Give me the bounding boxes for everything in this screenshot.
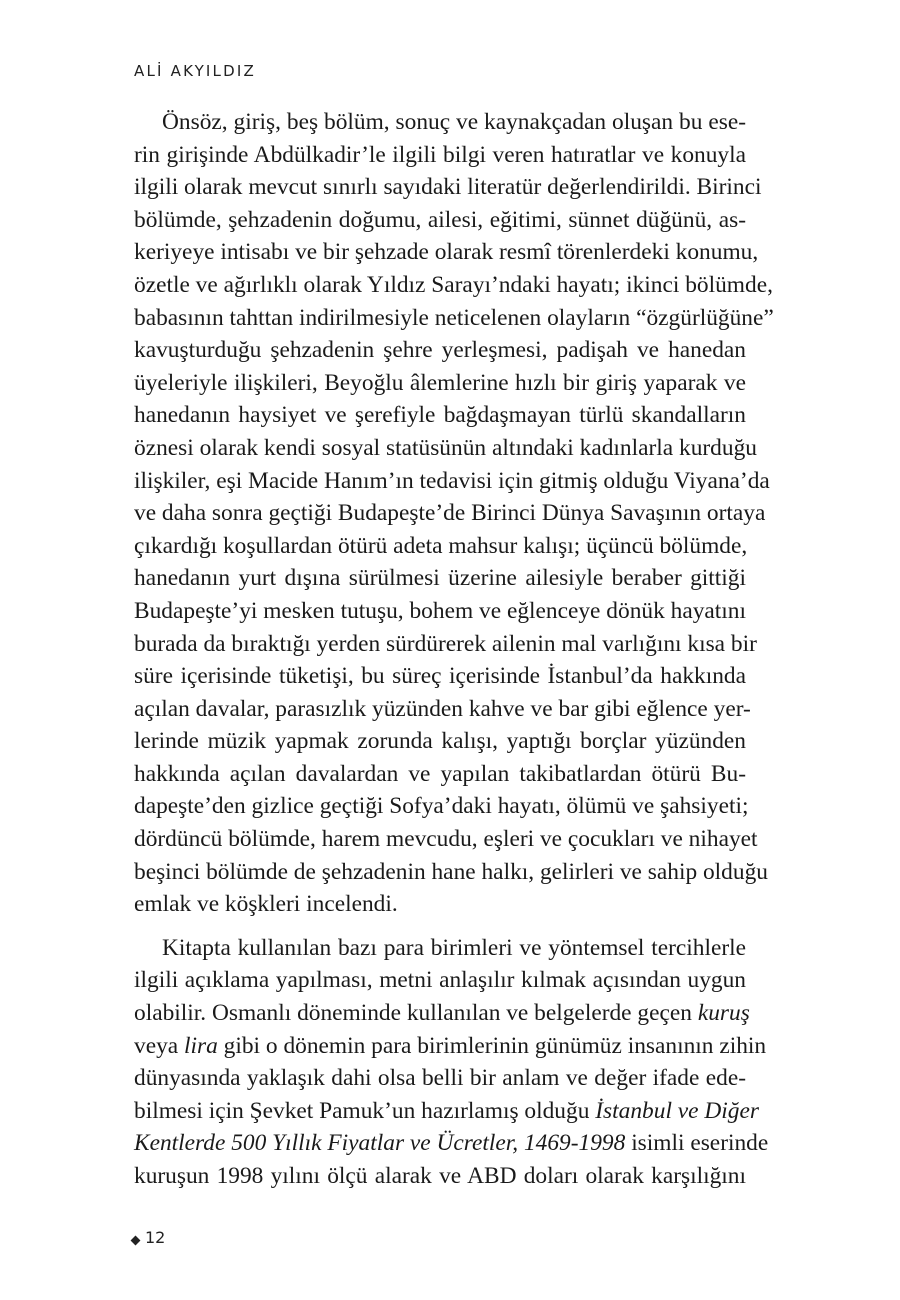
text-line: Kitapta kullanılan bazı para birimleri ve yöntemsel tercihlerle <box>162 934 746 961</box>
text-line <box>134 1030 767 1063</box>
text-line: beşinci bölümde de şehzadenin hane halkı, gelirleri ve sahip olduğu <box>134 858 768 885</box>
text-line: kuruşun 1998 yılını ölçü alarak ve ABD doları olarak karşılığını <box>134 1163 746 1189</box>
text-line: Önsöz, giriş, beş bölüm, sonuç ve kaynakçadan oluşan bu ese- <box>162 109 746 135</box>
italic-term-lira: lira <box>184 1032 218 1059</box>
text-line: ilgili olarak mevcut sınırlı sayıdaki literatür değerlendirildi. Birinci <box>134 174 762 201</box>
text-line: ve daha sonra geçtiği Budapeşte’de Birinci Dünya Savaşının ortaya <box>134 500 766 527</box>
page-number: 12 <box>145 1228 166 1247</box>
paragraph-spacer <box>134 921 746 932</box>
text-line: lerinde müzik yapmak zorunda kalışı, yaptığı borçlar yüzünden <box>134 728 746 755</box>
text-line: hanedanın yurt dışına sürülmesi üzerine ailesiyle beraber gittiği <box>134 565 746 592</box>
text-run: olabilir. Osmanlı döneminde kullanılan ve belgelerde geçen <box>134 1000 692 1027</box>
italic-term-kurus: kuruş <box>697 1000 750 1027</box>
italic-book-title: Kentlerde 500 Yıllık Fiyatlar ve Ücretler, 1469-1998 <box>134 1130 626 1157</box>
text-line: çıkardığı koşullardan ötürü adeta mahsur kalışı; üçüncü bölümde, <box>134 532 748 559</box>
text-line: hanedanın haysiyet ve şerefiyle bağdaşmayan türlü skandalların <box>134 402 746 429</box>
body-text <box>134 106 774 1193</box>
text-line: bölümde, şehzadenin doğumu, ailesi, eğitimi, sünnet düğünü, as- <box>134 206 746 233</box>
text-line <box>134 1127 769 1160</box>
text-line: ilişkiler, eşi Macide Hanım’ın tedavisi için gitmiş olduğu Viyana’da <box>134 467 770 494</box>
text-run: isimli eserinde <box>631 1130 769 1157</box>
text-line: süre içerisinde tüketişi, bu süreç içerisinde İstanbul’da hakkında <box>134 663 746 690</box>
text-line: keriyeye intisabı ve bir şehzade olarak resmî törenlerdeki konumu, <box>134 239 759 266</box>
text-line: açılan davalar, parasızlık yüzünden kahve ve bar gibi eğlence yer- <box>134 695 751 722</box>
text-run: veya <box>134 1032 179 1059</box>
paragraph-2 <box>134 932 769 1193</box>
text-line: dördüncü bölümde, harem mevcudu, eşleri ve çocukları ve nihayet <box>134 826 758 853</box>
text-line: hakkında açılan davalardan ve yapılan takibatlardan ötürü Bu- <box>134 760 746 787</box>
text-line: babasının tahttan indirilmesiyle neticelenen olayların “özgürlüğüne” <box>134 304 774 331</box>
text-line: rin girişinde Abdülkadir’le ilgili bilgi veren hatıratlar ve konuyla <box>134 141 746 168</box>
italic-book-title: İstanbul ve Diğer <box>595 1097 759 1124</box>
page-footer <box>132 1228 165 1247</box>
running-head-author: ALİ AKYILDIZ <box>134 62 256 80</box>
text-line: üyeleriyle ilişkileri, Beyoğlu âlemlerine hızlı bir giriş yaparak ve <box>134 369 746 396</box>
text-line: emlak ve köşkleri incelendi. <box>134 891 398 918</box>
text-line: dapeşte’den gizlice geçtiği Sofya’daki hayatı, ölümü ve şahsiyeti; <box>134 793 749 820</box>
text-line: Budapeşte’yi mesken tutuşu, bohem ve eğlenceye dönük hayatını <box>134 597 746 624</box>
text-run: bilmesi için Şevket Pamuk’un hazırlamış olduğu <box>134 1097 590 1124</box>
text-line: kavuşturduğu şehzadenin şehre yerleşmesi, padişah ve hanedan <box>134 337 746 364</box>
text-line <box>134 1095 759 1128</box>
text-line: öznesi olarak kendi sosyal statüsünün altındaki kadınlarla kurduğu <box>134 434 757 461</box>
text-line: dünyasında yaklaşık dahi olsa belli bir anlam ve değer ifade ede- <box>134 1065 746 1092</box>
text-line <box>134 997 750 1030</box>
text-run: gibi o dönemin para birimlerinin günümüz insanının zihin <box>223 1032 767 1059</box>
text-line: burada da bıraktığı yerden sürdürerek ailenin mal varlığını kısa bir <box>134 630 757 657</box>
text-line: özetle ve ağırlıklı olarak Yıldız Sarayı’ndaki hayatı; ikinci bölümde, <box>134 271 773 298</box>
paragraph-1 <box>134 106 774 921</box>
diamond-ornament-icon <box>131 1236 141 1246</box>
text-line: ilgili açıklama yapılması, metni anlaşılır kılmak açısından uygun <box>134 967 746 994</box>
